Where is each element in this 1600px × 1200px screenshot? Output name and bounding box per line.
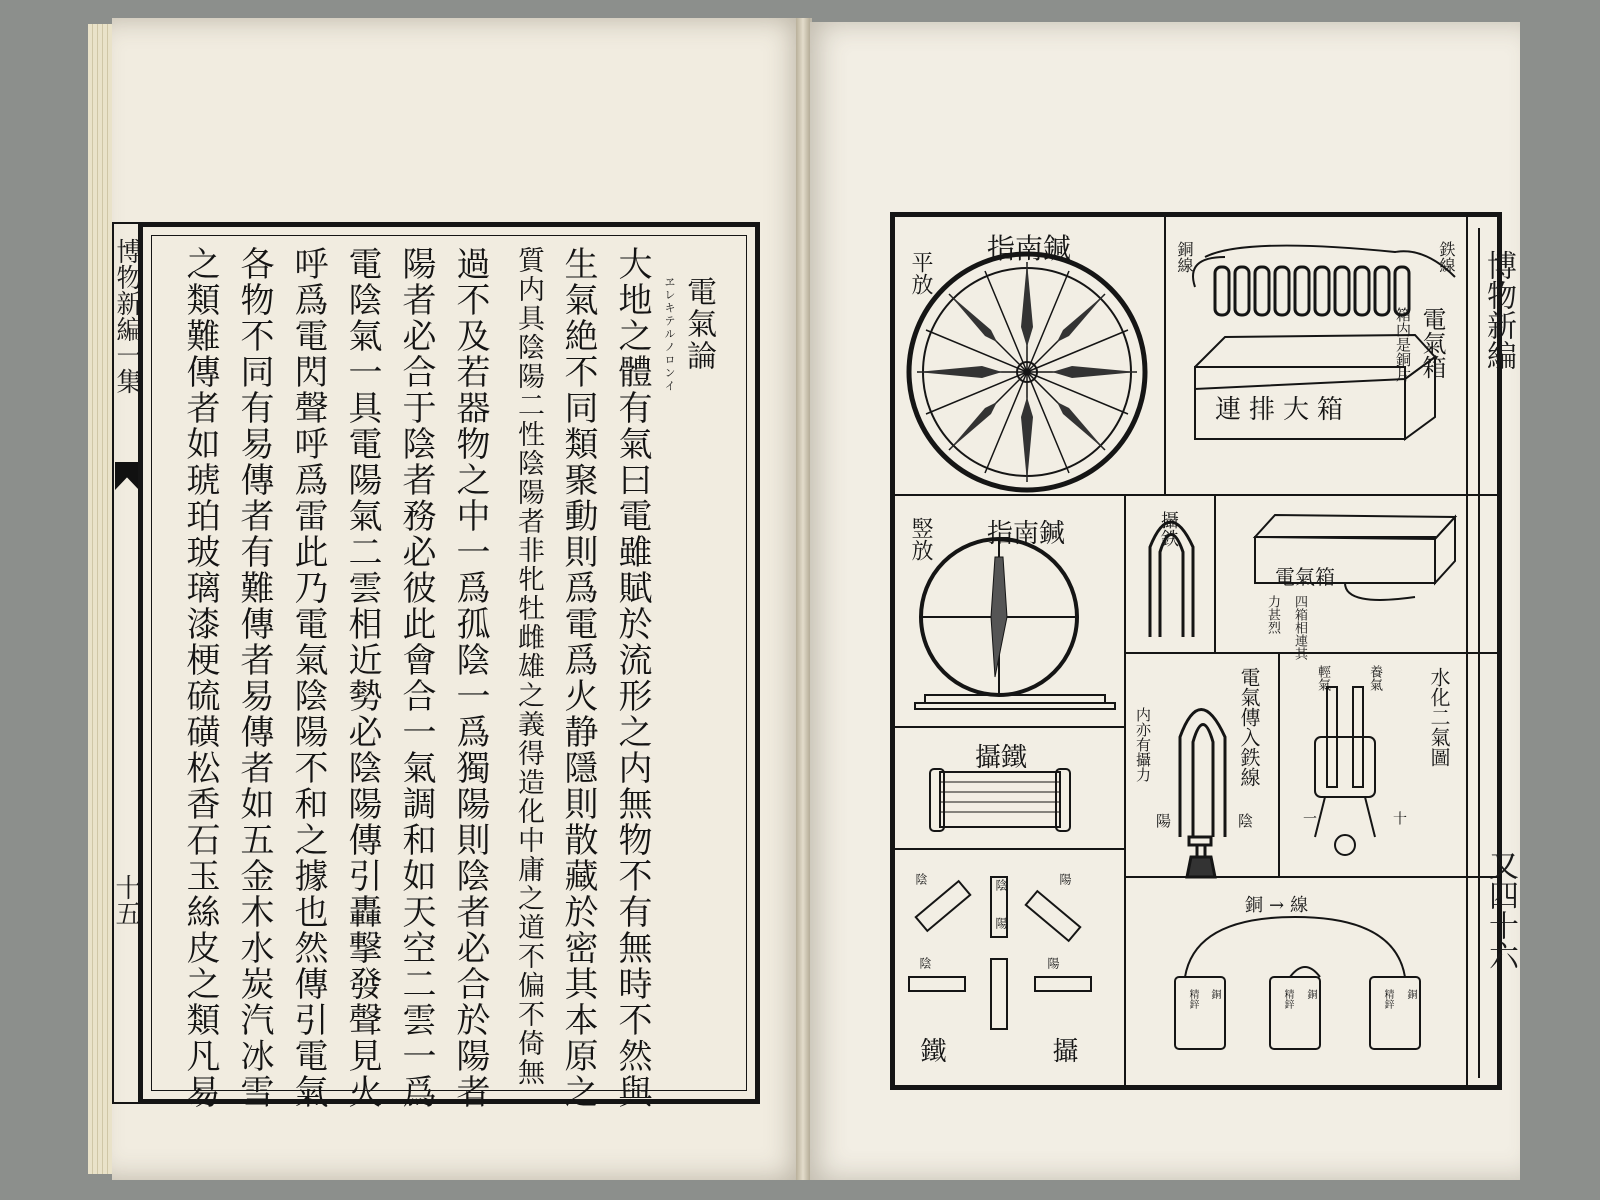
compass-flat-title: 指南鍼 (987, 232, 1072, 265)
chapter-title: 電氣論 (681, 276, 716, 372)
text-column-8: 各物不同有易傳者有難傳者易傳者如五金木水炭汽冰雪 (234, 246, 274, 1110)
electrolysis-plus: 十 (1391, 811, 1407, 825)
title-gloss: ヱレキテルノロンイ (663, 276, 676, 393)
electrolysis-title: 水化二氣圖 (1427, 667, 1451, 767)
electrolysis-drawing (1315, 687, 1375, 855)
text-frame (138, 222, 760, 1110)
copper-cells-label-3: 精鋅 (1282, 989, 1293, 1009)
cell-box-title: 電氣箱 (1275, 565, 1335, 589)
magnet-bars-right: 攝 (1048, 1037, 1078, 1063)
figure-plate (890, 212, 1502, 1090)
battery-left-wire: 銅線 (1175, 241, 1194, 273)
text-column-5: 陽者必合于陰者務必彼此會合一氣調和如天空二雲一爲 (396, 246, 436, 1110)
magnet-bars-mid: 陽 (994, 917, 1008, 929)
text-column-6: 電陰氣一具電陽氣二雲相近勢必陰陽傳引轟撃發聲見火 (342, 246, 382, 1110)
cell-box-note2: 力甚烈 (1265, 595, 1280, 634)
magnet-bars-label-2: 陽 (1058, 873, 1072, 885)
electromagnet-pole-left: 陽 (1154, 813, 1172, 828)
text-column-9: 之類難傳者如琥珀玻璃漆梗硫磺松香石玉絲皮之類凡易 (180, 246, 220, 1110)
text-column-7: 呼爲電閃聲呼爲雷此乃電氣陰陽不和之據也然傳引電氣 (288, 246, 328, 1110)
electromagnet-drawing (1180, 710, 1225, 878)
electrolysis-gas-right: 養氣 (1367, 665, 1382, 691)
text-column-1: 大地之體有氣曰電雖賦於流形之内無物不有無時不然與 (612, 246, 652, 1110)
cell-box-note1: 四箱相連其 (1292, 595, 1307, 660)
u-magnet-title: 攝鉄 (1158, 511, 1179, 547)
electromagnet-side: 内亦有攝力 (1134, 707, 1152, 782)
text-inner-border (151, 235, 747, 1110)
magnet-block-drawing (930, 769, 1070, 831)
magnet-bars-label-3: 陰 (918, 957, 932, 969)
compass-vertical-side: 竪放 (908, 517, 933, 561)
magnet-bars-label-1: 陰 (914, 873, 928, 885)
battery-box-title: 電氣箱 (1418, 307, 1446, 379)
copper-cells-label-5: 精鋅 (1382, 989, 1393, 1009)
right-edge-number: 又四十六 (1483, 850, 1518, 970)
compass-flat-side: 平放 (908, 251, 933, 295)
electrolysis-gas-left: 輕氣 (1315, 665, 1330, 691)
compass-flat-drawing (909, 254, 1145, 490)
electromagnet-title: 電氣傳入鉄線 (1237, 667, 1261, 787)
magnet-bars-top: 陰 (994, 879, 1008, 891)
copper-cells-title: 銅→線 (1245, 895, 1315, 916)
battery-box-note: 箱内是銅片 (1394, 307, 1412, 382)
right-edge-title: 博物新編 (1481, 250, 1516, 370)
magnet-block-title: 攝鐵 (975, 743, 1028, 773)
copper-cells-label-6: 銅 (1405, 989, 1416, 999)
margin-title: 博物新編一集 (112, 238, 142, 394)
text-column-3: 質内具陰陽二性陰陽者非牝牡雌雄之義得造化中庸之道不偏不倚無 (513, 246, 544, 1087)
magnet-bars-label-4: 陽 (1046, 957, 1060, 969)
compass-vertical-title: 指南鍼 (987, 519, 1066, 549)
copper-cells-label-2: 銅 (1209, 989, 1220, 999)
battery-box-label: 連排大箱 (1215, 395, 1352, 425)
book-gutter (796, 18, 810, 1180)
copper-cells-label-4: 銅 (1305, 989, 1316, 999)
margin-page-number: 十五 (111, 874, 141, 926)
electromagnet-pole-right: 陰 (1236, 813, 1254, 828)
copper-cells-drawing (1175, 917, 1420, 1049)
magnet-bars-drawing (909, 877, 1091, 1029)
magnet-bars-left: 鐵 (916, 1037, 946, 1063)
battery-right-wire: 鉄線 (1437, 241, 1456, 273)
copper-cells-label-1: 精鋅 (1187, 989, 1198, 1009)
compass-vertical-drawing (915, 539, 1115, 709)
electrolysis-minus: 一 (1301, 811, 1317, 825)
text-column-4: 過不及若器物之中一爲孤陰一爲獨陽則陰者必合於陽者 (450, 246, 490, 1110)
text-column-2: 生氣絶不同類聚動則爲電爲火静隱則散藏於密其本原之 (558, 246, 598, 1110)
